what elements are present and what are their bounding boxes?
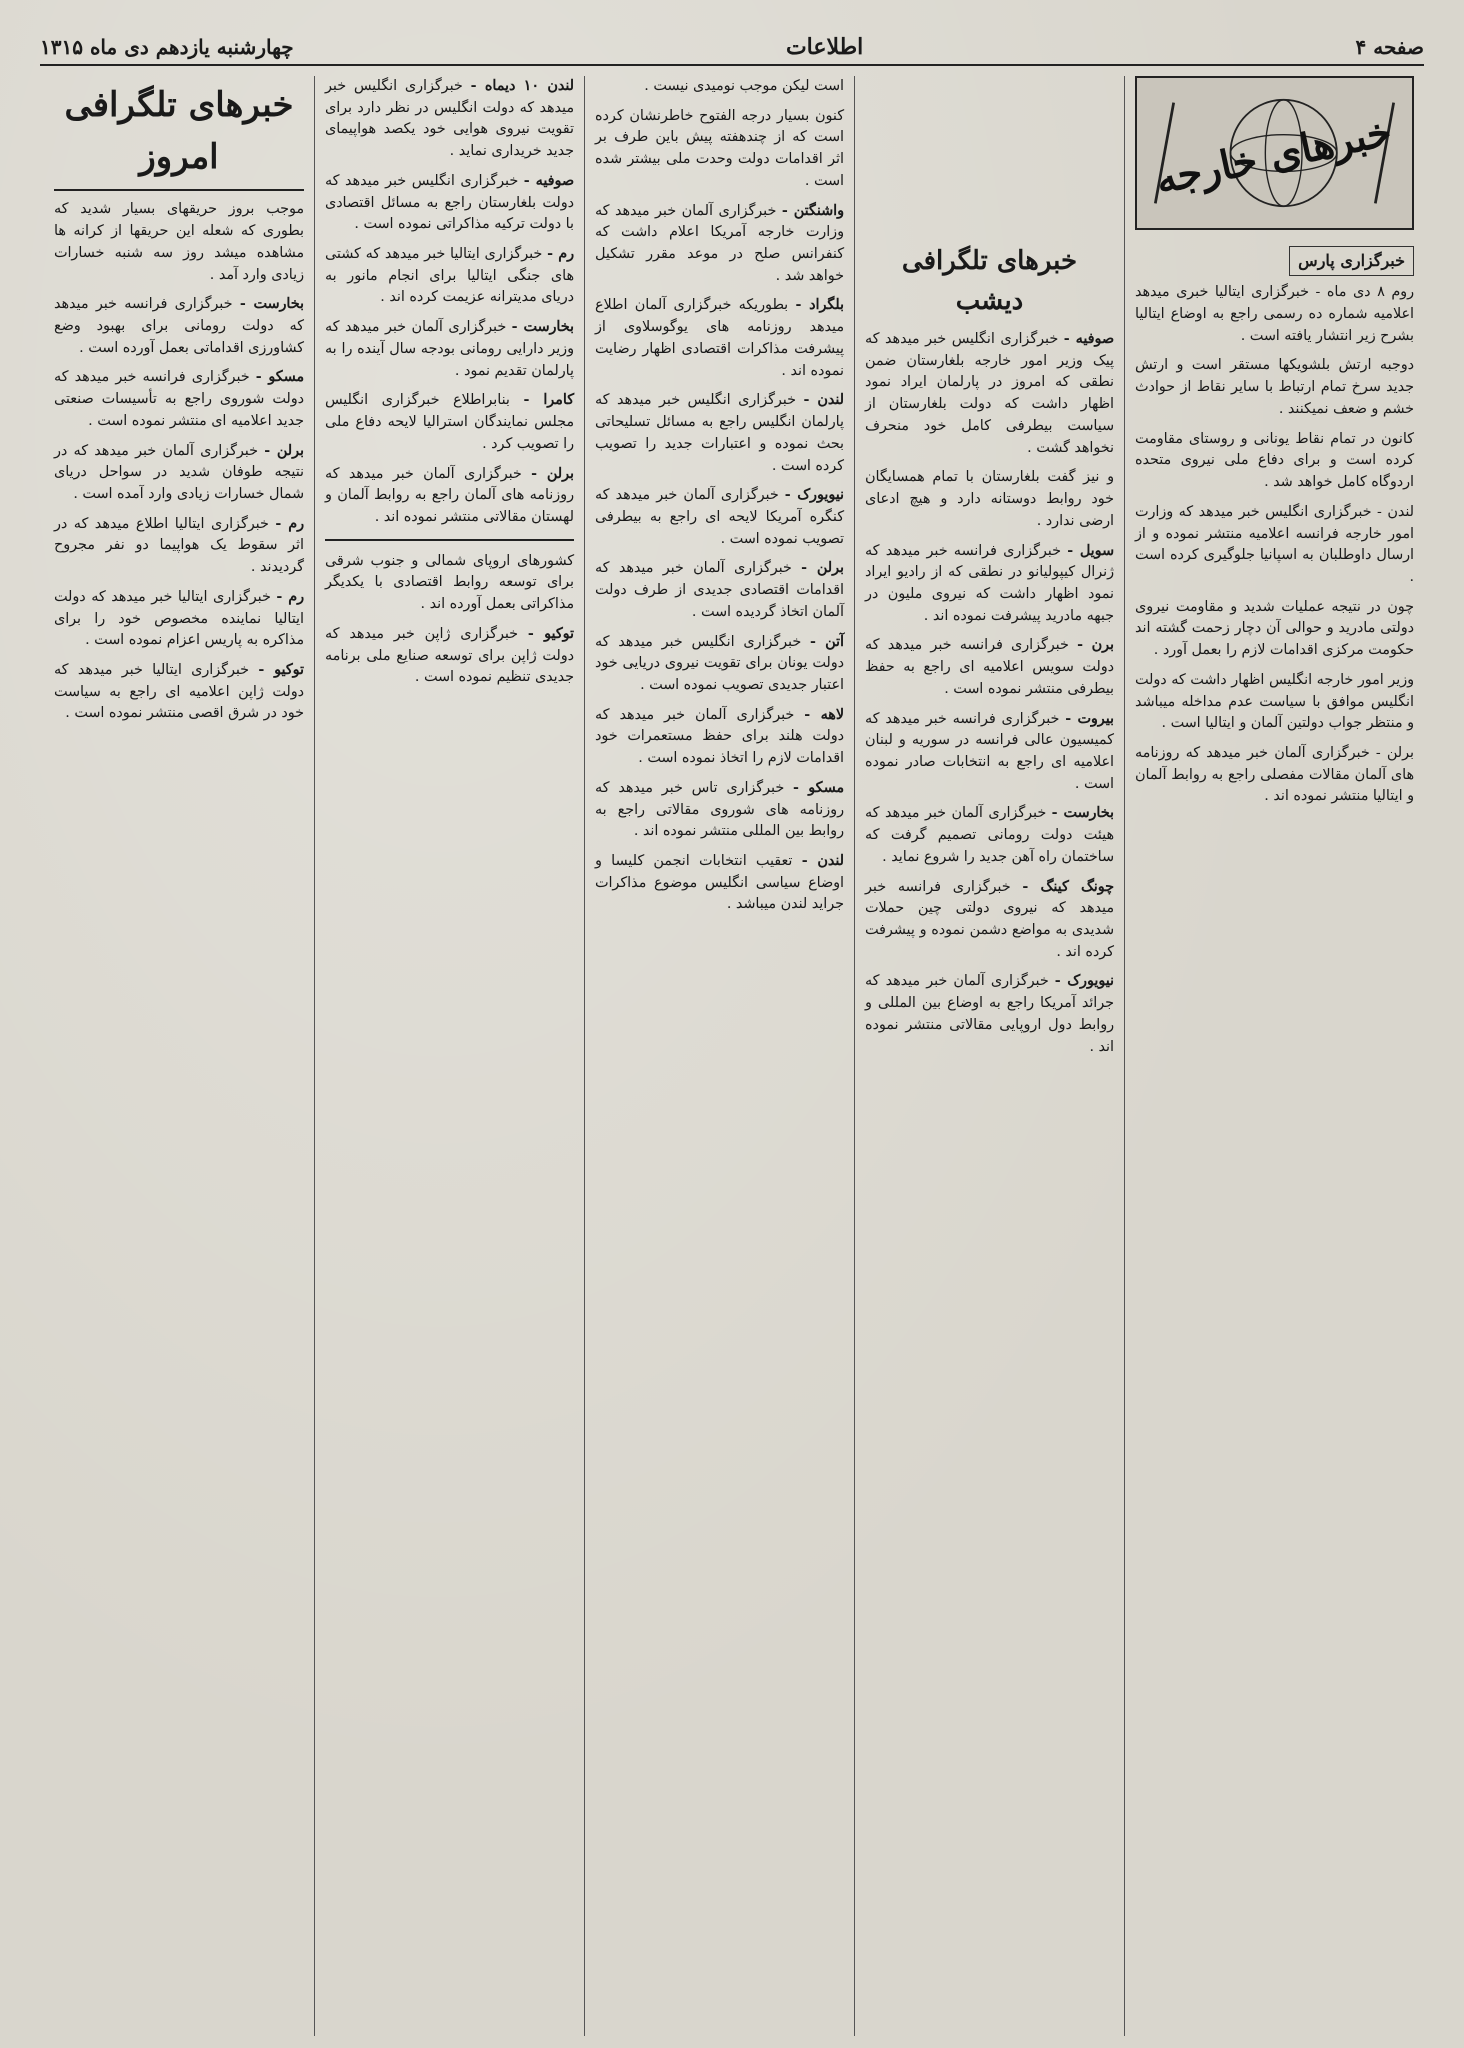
- dateline: لندن -: [803, 392, 844, 409]
- dateline: توکیو -: [527, 625, 574, 642]
- dateline: برلن -: [801, 560, 844, 577]
- article-text: خبرگزاری آلمان خبر میدهد که هیئت دولت رومانی تصمیم گرفت که ساختمان راه آهن جدید را شروع نماید .: [865, 805, 1114, 865]
- article-paragraph: چون در نتیجه عملیات شدید و مقاومت نیروی دولتی مادرید و حوالی آن دچار زحمت گشته اند حکومت مرکزی اقدامات لازم را بعمل آورد .: [1135, 598, 1414, 659]
- article-text: خبرگزاری فرانسه خبر میدهد که کمیسیون عالی فرانسه در سوریه و لبنان اعلامیه ای راجع به انتخابات صادر نموده است .: [865, 710, 1114, 792]
- banner-title: خبرهای خارجه: [1151, 107, 1397, 204]
- headline-today: خبرهای تلگرافی امروز: [54, 80, 304, 191]
- dateline: واشنگتن -: [781, 202, 844, 219]
- dateline: چونگ کینگ -: [1022, 878, 1114, 895]
- dateline: برلن -: [264, 442, 304, 459]
- dateline: مسکو -: [255, 369, 305, 386]
- section-divider: [325, 539, 574, 541]
- article-text: خبرگزاری آلمان خبر میدهد که در نتیجه طوفان شدید در سواحل دریای شمال خسارات زیادی وارد آمده است .: [54, 442, 304, 502]
- article-paragraph: [595, 485, 844, 550]
- article-paragraph: [325, 244, 574, 309]
- article-paragraph: [54, 367, 304, 432]
- article-paragraph: روم ۸ دی ماه - خبرگزاری ایتالیا خبری میدهد اعلامیه شماره ده رسمی راجع به اوضاع ایتالیا بشرح زیر انتشار یافته است .: [1135, 284, 1414, 344]
- dateline: برلن -: [531, 465, 574, 482]
- article-paragraph: [595, 778, 844, 843]
- column-5: [1124, 76, 1424, 2036]
- article-paragraph: و نیز گفت بلغارستان با تمام همسایگان خود روابط دوستانه دارد و هیچ ادعای ارضی ندارد .: [865, 469, 1114, 529]
- column-1: [44, 76, 314, 2036]
- article-paragraph: [325, 624, 574, 689]
- article-paragraph: [865, 877, 1114, 964]
- article-text: خبرگزاری ژاپن خبر میدهد که دولت ژاپن برای توسعه صنایع ملی برنامه جدیدی تنظیم نموده است .: [325, 625, 574, 686]
- foreign-news-banner: [1135, 76, 1414, 230]
- article-text: خبرگزاری ایتالیا اطلاع میدهد که در اثر سقوط یک هواپیما دو نفر مجروح گردیدند .: [54, 515, 304, 576]
- dateline: لندن -: [801, 853, 845, 869]
- article-paragraph: [325, 464, 574, 529]
- article-text: خبرگزاری فرانسه خبر میدهد که دولت شوروی راجع به تأسیسات صنعتی جدید اعلامیه ای منتشر نموده است .: [54, 369, 304, 429]
- dateline: رم -: [547, 246, 575, 263]
- dateline: آتن -: [810, 633, 845, 650]
- paper-name: اطلاعات: [785, 34, 864, 60]
- article-paragraph: کانون در تمام نقاط یونانی و روستای مقاومت کرده است و برای دفاع ملی نیروی متحده اردوگاه کامل خواهد شد .: [1135, 430, 1414, 491]
- article-text: خبرگزاری ایتالیا خبر میدهد که دولت ایتالیا نماینده مخصوص خود را برای مذاکره به پاریس اعزام نموده است .: [54, 588, 304, 649]
- article-text: خبرگزاری انگلیس خبر میدهد که دولت انگلیس در نظر دارد برای تقویت نیروی هوایی خود یکصد هواپیمای جدید خریداری نماید .: [325, 78, 574, 160]
- column-3: [584, 76, 854, 2036]
- article-text: خبرگزاری آلمان خبر میدهد که روزنامه های آلمان راجع به روابط آلمان و لهستان مقالاتی منتشر نموده اند .: [325, 465, 574, 525]
- article-paragraph: [54, 441, 304, 506]
- article-paragraph: دوجبه ارتش بلشویکها مستقر است و ارتش جدید سرخ تمام ارتباط با سایر نقاط از حوادث خشم و ضعف نمیکنند .: [1135, 357, 1414, 417]
- article-paragraph: [595, 705, 844, 770]
- dateline: نیویورک -: [784, 487, 845, 504]
- article-text: خبرگزاری ایتالیا خبر میدهد که دولت ژاپن اعلامیه ای راجع به سیاست خود در شرق اقصی منتشر نموده است .: [54, 662, 304, 722]
- article-paragraph: [865, 709, 1114, 796]
- article-text: خبرگزاری فرانسه خبر میدهد که دولت سویس اعلامیه ای راجع به حفظ بیطرفی منتشر نموده است .: [865, 637, 1114, 697]
- banner-spacer: [865, 76, 1114, 236]
- article-text: خبرگزاری انگلیس خبر میدهد که پارلمان انگلیس راجع به مسائل تسلیحاتی بحث نموده و اعتبارات جدید را تصویب کرده است .: [595, 392, 844, 474]
- article-paragraph: [54, 294, 304, 359]
- article-paragraph: [595, 632, 844, 697]
- dateline: بخارست -: [239, 296, 305, 313]
- date-line: چهارشنبه یازدهم دی ماه ۱۳۱۵: [40, 35, 294, 59]
- article-paragraph: [595, 558, 844, 623]
- agency-label: خبرگزاری پارس: [1289, 246, 1414, 276]
- article-paragraph: [595, 201, 844, 288]
- article-paragraph: [54, 587, 304, 652]
- article-paragraph: وزیر امور خارجه انگلیس اظهار داشت که دولت انگلیس موافق با سیاست عدم مداخله میباشد و منتظر جواب دولتین آلمان و ایتالیا است .: [1135, 671, 1414, 732]
- article-text: خبرگزاری آلمان خبر میدهد که دولت هلند برای حفظ مستعمرات خود اقدامات لازم را اتخاذ نموده است .: [595, 706, 844, 767]
- article-text: تعقیب انتخابات انجمن کلیسا و اوضاع سیاسی انگلیس موضوع مذاکرات جراید لندن میباشد .: [595, 853, 844, 913]
- dateline: لندن ۱۰ دیماه -: [470, 78, 575, 94]
- masthead: [40, 30, 1424, 66]
- article-text: خبرگزاری فرانسه خبر میدهد که نیروی دولتی چین حملات شدیدی به مواضع دشمن نموده و پیشرفت کرده اند .: [865, 878, 1114, 960]
- article-paragraph: موجب بروز حریقهای بسیار شدید که بطوری که شعله این حریقها از کرانه ها مشاهده میشد روز سه شنبه خسارات زیادی وارد آمد .: [54, 201, 304, 283]
- dateline: نیویورک -: [1054, 973, 1115, 990]
- article-text: خبرگزاری ایتالیا خبر میدهد که کشتی های جنگی ایتالیا برای انجام مانور به دریای مدیترانه عزیمت کرده اند .: [325, 246, 574, 306]
- dateline: بلگراد -: [795, 297, 845, 314]
- article-paragraph: [865, 635, 1114, 700]
- article-text: خبرگزاری انگلیس خبر میدهد که دولت یونان برای تقویت نیروی دریایی خود اعتبار جدیدی تصویب نموده است .: [595, 633, 844, 693]
- page-label: صفحه ۴: [1355, 35, 1424, 59]
- article-text: خبرگزاری انگلیس خبر میدهد که دولت بلغارستان راجع به مسائل اقتصادی با دولت ترکیه مذاکراتی نموده است .: [325, 172, 574, 233]
- article-paragraph: لندن - خبرگزاری انگلیس خبر میدهد که وزارت امور خارجه فرانسه اعلامیه منتشر نموده و از ارسال داوطلبان به اسپانیا جلوگیری کرده است .: [1135, 503, 1414, 585]
- column-2: [314, 76, 584, 2036]
- dateline: صوفیه -: [523, 172, 574, 189]
- article-paragraph: [865, 541, 1114, 628]
- dateline: بخارست -: [511, 319, 574, 336]
- article-paragraph: [325, 171, 574, 236]
- dateline: مسکو -: [793, 779, 844, 796]
- dateline: رم -: [276, 588, 304, 605]
- dateline: برن -: [1077, 637, 1115, 654]
- article-paragraph: [325, 390, 574, 455]
- headline-last-night: خبرهای تلگرافی دیشب: [901, 246, 1078, 316]
- dateline: بیروت -: [1065, 710, 1114, 727]
- article-text: بنابراطلاع خبرگزاری انگلیس مجلس نمایندگان استرالیا لایحه دفاع ملی را تصویب کرد .: [325, 392, 574, 452]
- article-paragraph: است لیکن موجب نومیدی نیست .: [644, 78, 844, 94]
- column-4: [854, 76, 1124, 2036]
- article-text: خبرگزاری آلمان خبر میدهد که اقدامات اقتصادی جدیدی از طرف دولت آلمان اتخاذ گردیده است .: [595, 560, 844, 620]
- article-text: خبرگزاری انگلیس خبر میدهد که پیک وزیر امور خارجه بلغارستان ضمن نطقی که امروز در پارلمان ایراد نمود اظهار داشت که دولت بلغارستان از سیاست بیطرفی کامل خود منحرف نخواهد گشت .: [865, 331, 1114, 456]
- article-text: خبرگزاری آلمان خبر میدهد که وزارت خارجه آمریکا اعلام داشت که کنفرانس صلح در موعد مقرر تشکیل خواهد شد .: [595, 202, 844, 284]
- article-paragraph: [54, 660, 304, 725]
- article-paragraph: [595, 295, 844, 382]
- dateline: توکیو -: [258, 662, 304, 678]
- article-paragraph: [595, 390, 844, 477]
- dateline: رم -: [275, 515, 304, 532]
- article-text: خبرگزاری آلمان خبر میدهد که کنگره آمریکا لایحه ای راجع به بیطرفی تصویب نموده است .: [595, 487, 844, 547]
- article-paragraph: برلن - خبرگزاری آلمان خبر میدهد که روزنامه های آلمان مقالات مفصلی راجع به روابط آلمان و ایتالیا منتشر نموده اند .: [1135, 744, 1414, 805]
- article-text: خبرگزاری آلمان خبر میدهد که جرائد آمریکا راجع به اوضاع بین المللی و روابط دول اروپایی مقالاتی منتشر نموده اند .: [865, 973, 1114, 1055]
- article-paragraph: [325, 76, 574, 163]
- dateline: صوفیه -: [1063, 331, 1114, 348]
- article-paragraph: [865, 803, 1114, 868]
- article-text: خبرگزاری فرانسه خبر میدهد که دولت رومانی برای بهبود وضع کشاورزی اقداماتی بعمل آورده است .: [54, 296, 304, 356]
- dateline: سویل -: [1067, 542, 1115, 559]
- article-text: خبرگزاری فرانسه خبر میدهد که ژنرال کیپولیانو در نطقی که از رادیو ایراد نمود اظهار داشت که نیروی ملیون در جبهه مادرید پیشرفت نموده اند .: [865, 542, 1114, 624]
- columns: [40, 76, 1424, 2036]
- dateline: بخارست -: [1051, 805, 1114, 822]
- article-paragraph: کنون بسیار درجه الفتوح خاطرنشان کرده است که از چندهفته پیش باین طرف بر اثر اقدامات دولت وحدت ملی بیشتر شده است .: [595, 107, 844, 189]
- dateline: لاهه -: [804, 706, 844, 723]
- article-paragraph: [595, 851, 844, 916]
- article-paragraph: [54, 514, 304, 579]
- dateline: کامرا -: [523, 392, 575, 409]
- article-paragraph: [325, 317, 574, 382]
- article-paragraph: کشورهای اروپای شمالی و جنوب شرقی برای توسعه روابط اقتصادی با یکدیگر مذاکراتی بعمل آورده اند .: [325, 552, 574, 613]
- article-text: خبرگزاری تاس خبر میدهد که روزنامه های شوروی مقالاتی راجع به روابط بین المللی منتشر نموده اند .: [595, 779, 844, 840]
- article-text: بطوریکه خبرگزاری آلمان اطلاع میدهد روزنامه های یوگوسلاوی از پیشرفت مذاکرات اقتصادی اظهار رضایت نموده اند .: [595, 297, 844, 379]
- article-text: خبرگزاری آلمان خبر میدهد که وزیر دارایی رومانی بودجه سال آینده را به پارلمان تقدیم نمود .: [325, 319, 574, 379]
- article-paragraph: [865, 971, 1114, 1058]
- article-paragraph: [865, 329, 1114, 459]
